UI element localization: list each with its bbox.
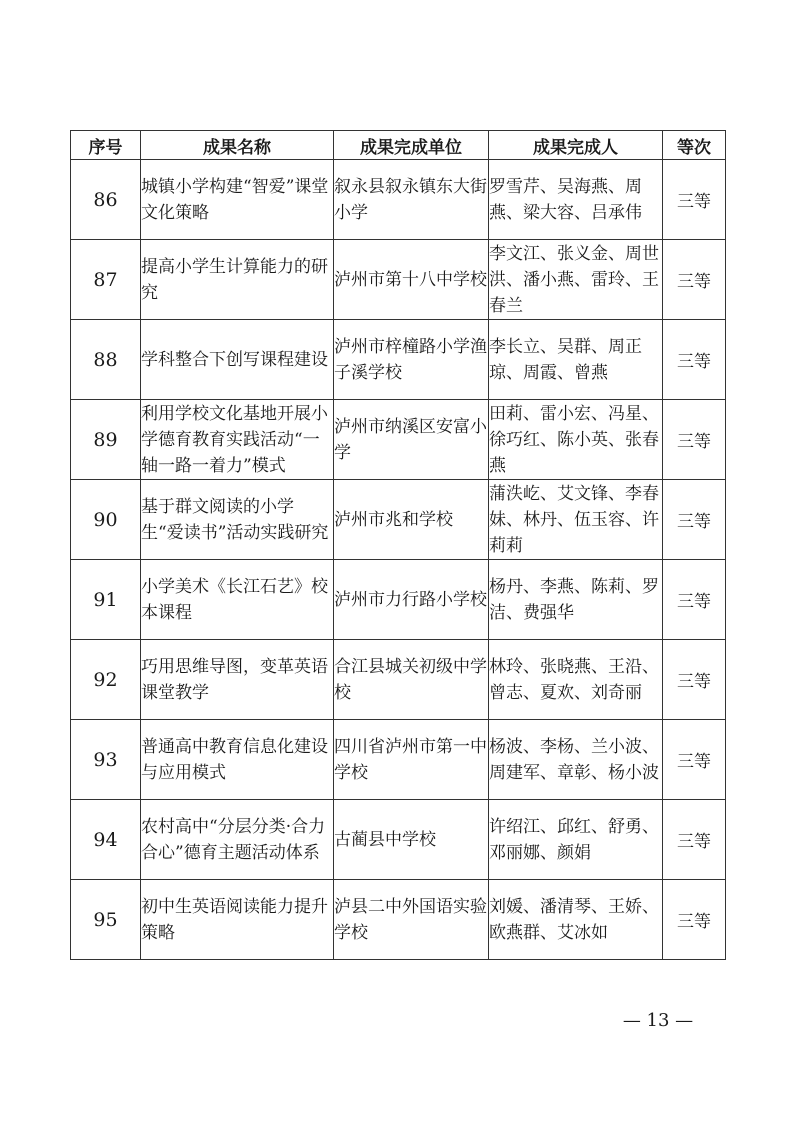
header-serial: 序号 xyxy=(71,131,141,160)
row-people: 罗雪芹、吴海燕、周燕、梁大容、吕承伟 xyxy=(489,160,663,240)
table-row xyxy=(71,800,726,880)
row-grade: 三等 xyxy=(663,240,726,320)
row-title: 农村高中“分层分类·合力合心”德育主题活动体系 xyxy=(141,800,334,880)
row-grade: 三等 xyxy=(663,880,726,960)
row-grade: 三等 xyxy=(663,800,726,880)
row-grade: 三等 xyxy=(663,320,726,400)
row-grade: 三等 xyxy=(663,560,726,640)
row-title: 普通高中教育信息化建设与应用模式 xyxy=(141,720,334,800)
row-people: 李文江、张义金、周世洪、潘小燕、雷玲、王春兰 xyxy=(489,240,663,320)
row-unit: 泸州市兆和学校 xyxy=(334,480,489,560)
row-title: 基于群文阅读的小学生“爱读书”活动实践研究 xyxy=(141,480,334,560)
header-grade: 等次 xyxy=(663,131,726,160)
header-unit: 成果完成单位 xyxy=(334,131,489,160)
row-serial: 92 xyxy=(71,640,141,720)
row-serial: 87 xyxy=(71,240,141,320)
row-grade: 三等 xyxy=(663,160,726,240)
row-title: 利用学校文化基地开展小学德育教育实践活动“一轴一路一着力”模式 xyxy=(141,400,334,480)
table-row xyxy=(71,240,726,320)
row-people: 杨波、李杨、兰小波、周建军、章彰、杨小波 xyxy=(489,720,663,800)
row-title: 提高小学生计算能力的研究 xyxy=(141,240,334,320)
table-row xyxy=(71,320,726,400)
table-row xyxy=(71,880,726,960)
page-number: — 13 — xyxy=(622,1010,694,1031)
row-people: 林玲、张晓燕、王沿、曾志、夏欢、刘奇丽 xyxy=(489,640,663,720)
row-title: 学科整合下创写课程建设 xyxy=(141,320,334,400)
row-serial: 86 xyxy=(71,160,141,240)
row-grade: 三等 xyxy=(663,720,726,800)
row-title: 初中生英语阅读能力提升策略 xyxy=(141,880,334,960)
row-grade: 三等 xyxy=(663,480,726,560)
row-people: 蒲泆屹、艾文锋、李春妹、林丹、伍玉容、许莉莉 xyxy=(489,480,663,560)
row-serial: 91 xyxy=(71,560,141,640)
awards-table xyxy=(70,130,726,960)
row-unit: 合江县城关初级中学校 xyxy=(334,640,489,720)
row-unit: 泸州市梓橦路小学渔子溪学校 xyxy=(334,320,489,400)
row-unit: 泸州市力行路小学校 xyxy=(334,560,489,640)
table-row xyxy=(71,400,726,480)
row-people: 刘媛、潘清琴、王娇、欧燕群、艾冰如 xyxy=(489,880,663,960)
row-people: 田莉、雷小宏、冯星、徐巧红、陈小英、张春燕 xyxy=(489,400,663,480)
row-unit: 古蔺县中学校 xyxy=(334,800,489,880)
table-row xyxy=(71,640,726,720)
row-title: 城镇小学构建“智爱”课堂文化策略 xyxy=(141,160,334,240)
table-row xyxy=(71,720,726,800)
row-title: 巧用思维导图，变革英语课堂教学 xyxy=(141,640,334,720)
row-serial: 89 xyxy=(71,400,141,480)
table-row xyxy=(71,160,726,240)
table-row xyxy=(71,480,726,560)
row-serial: 94 xyxy=(71,800,141,880)
header-title: 成果名称 xyxy=(141,131,334,160)
row-serial: 88 xyxy=(71,320,141,400)
header-people: 成果完成人 xyxy=(489,131,663,160)
row-people: 李长立、吴群、周正琼、周霞、曾燕 xyxy=(489,320,663,400)
row-serial: 90 xyxy=(71,480,141,560)
row-serial: 93 xyxy=(71,720,141,800)
row-grade: 三等 xyxy=(663,400,726,480)
row-unit: 泸县二中外国语实验学校 xyxy=(334,880,489,960)
row-title: 小学美术《长江石艺》校本课程 xyxy=(141,560,334,640)
row-serial: 95 xyxy=(71,880,141,960)
row-people: 杨丹、李燕、陈莉、罗洁、费强华 xyxy=(489,560,663,640)
row-people: 许绍江、邱红、舒勇、邓丽娜、颜娟 xyxy=(489,800,663,880)
table-row xyxy=(71,560,726,640)
row-unit: 泸州市第十八中学校 xyxy=(334,240,489,320)
row-unit: 泸州市纳溪区安富小学 xyxy=(334,400,489,480)
row-unit: 四川省泸州市第一中学校 xyxy=(334,720,489,800)
table-header-row xyxy=(71,131,726,160)
row-grade: 三等 xyxy=(663,640,726,720)
row-unit: 叙永县叙永镇东大街小学 xyxy=(334,160,489,240)
